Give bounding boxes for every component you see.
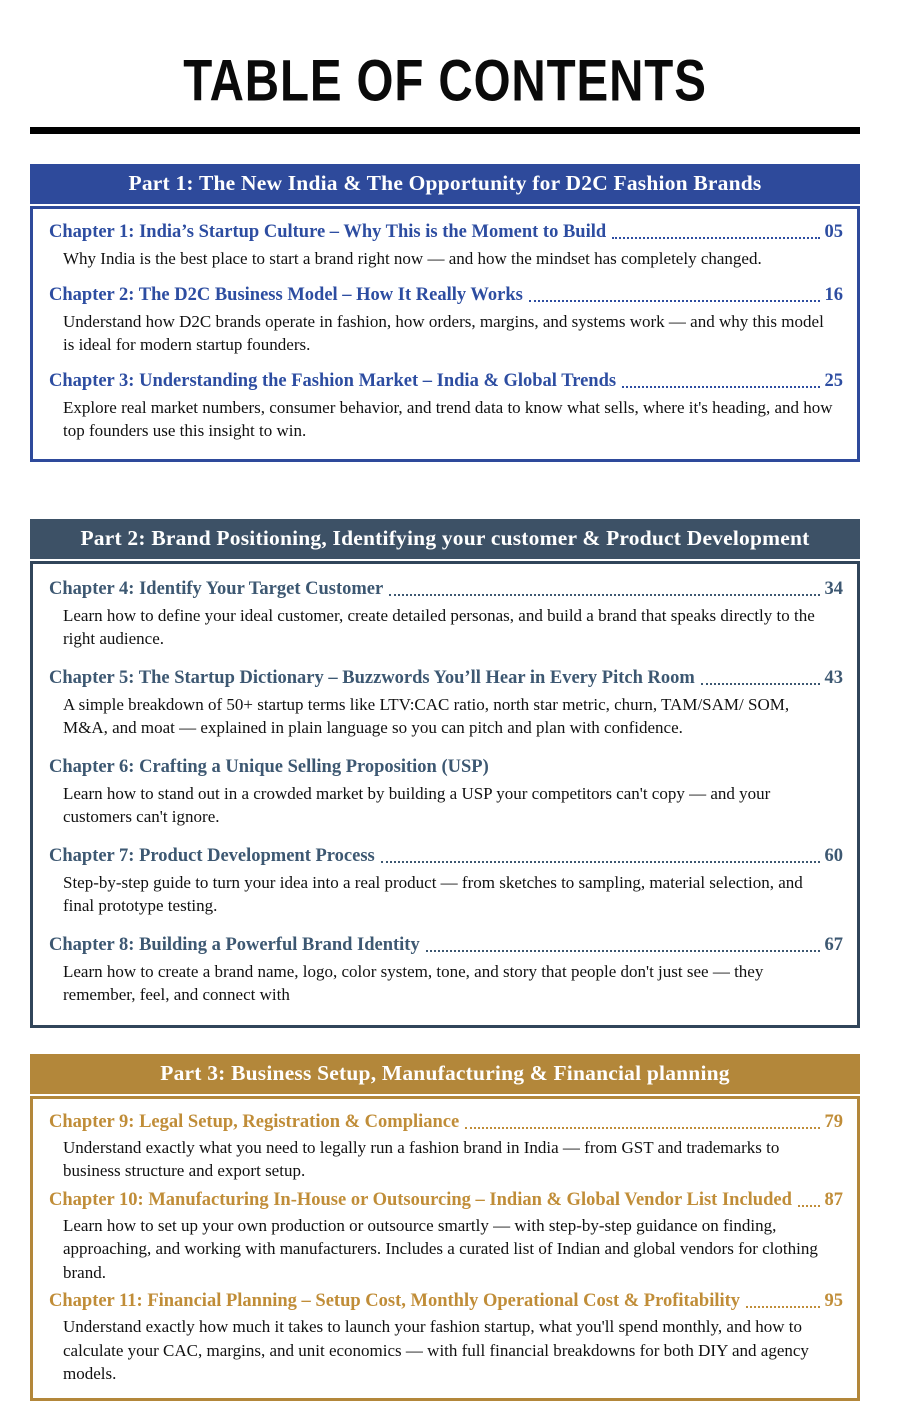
toc-entry (49, 667, 843, 740)
dot-leader (381, 861, 820, 863)
chapter-page: 67 (824, 934, 843, 955)
chapter-link[interactable] (49, 370, 843, 393)
chapter-title: Chapter 9: Legal Setup, Registration & Compliance (49, 1111, 460, 1132)
chapter-description: Why India is the best place to start a brand right now — and how the mindset has completely changed. (63, 249, 762, 269)
chapter-description: Learn how to set up your own production or outsource smartly — with step-by-step guidance on finding, approaching, and working with manufacturers. Includes a curated list of Indian and global vendors for clothing brand. (63, 1215, 818, 1282)
chapter-page: 79 (824, 1111, 843, 1132)
chapter-page: 87 (824, 1189, 843, 1210)
dot-leader (701, 683, 820, 685)
chapter-description: Step-by-step guide to turn your idea into a real product — from sketches to sampling, material selection, and final prototype testing. (63, 872, 803, 916)
chapter-link[interactable] (49, 221, 843, 244)
chapter-link[interactable] (49, 578, 843, 601)
toc-section-part1 (30, 164, 860, 462)
chapter-page: 60 (824, 845, 843, 866)
chapter-link[interactable] (49, 284, 843, 307)
dot-leader (529, 300, 820, 302)
dot-leader (622, 386, 819, 388)
chapter-title: Chapter 5: The Startup Dictionary – Buzzwords You’ll Hear in Every Pitch Room (49, 667, 695, 688)
chapter-link[interactable] (49, 756, 843, 779)
toc-entry (49, 1111, 843, 1183)
chapter-title: Chapter 2: The D2C Business Model – How It Really Works (49, 284, 523, 305)
section-box (30, 206, 860, 462)
toc-entry (49, 284, 843, 357)
chapter-page: 16 (824, 284, 843, 305)
chapter-description: Understand how D2C brands operate in fashion, how orders, margins, and systems work — and why this model is ideal for modern startup founders. (63, 311, 824, 355)
section-header: Part 2: Brand Positioning, Identifying your customer & Product Development (30, 519, 860, 559)
dot-leader (746, 1306, 819, 1308)
chapter-title: Chapter 10: Manufacturing In-House or Outsourcing – Indian & Global Vendor List Included (49, 1189, 792, 1210)
section-header: Part 3: Business Setup, Manufacturing & Financial planning (30, 1054, 860, 1094)
chapter-title: Chapter 11: Financial Planning – Setup Cost, Monthly Operational Cost & Profitability (49, 1291, 741, 1312)
title-divider (30, 127, 860, 134)
page-title: TABLE OF CONTENTS (183, 48, 707, 114)
chapter-page: 25 (824, 370, 843, 391)
toc-entry (49, 1290, 843, 1385)
chapter-page: 43 (824, 667, 843, 688)
chapter-title: Chapter 1: India’s Startup Culture – Why This is the Moment to Build (49, 222, 607, 242)
chapter-description: Understand exactly what you need to legally run a fashion brand in India — from GST and trademarks to business structure and export setup. (63, 1137, 780, 1181)
chapter-link[interactable] (49, 1111, 843, 1134)
chapter-description: Understand exactly how much it takes to launch your fashion startup, what you'll spend monthly, and how to calculate your CAC, margins, and unit economics — with full financial breakdowns for both DIY and agency models. (63, 1317, 809, 1384)
section-header: Part 1: The New India & The Opportunity for D2C Fashion Brands (30, 164, 860, 204)
chapter-title: Chapter 6: Crafting a Unique Selling Proposition (USP) (49, 756, 489, 777)
toc-entry (49, 221, 843, 271)
chapter-link[interactable] (49, 667, 843, 690)
chapter-description: Explore real market numbers, consumer behavior, and trend data to know what sells, where it's heading, and how top founders use this insight to win. (63, 397, 833, 441)
chapter-link[interactable] (49, 845, 843, 868)
chapter-page: 05 (824, 222, 843, 242)
chapter-title: Chapter 3: Understanding the Fashion Market – India & Global Trends (49, 370, 617, 391)
chapter-link[interactable] (49, 934, 843, 957)
section-box (30, 1096, 860, 1401)
chapter-page: 34 (824, 578, 843, 599)
dot-leader (426, 950, 820, 952)
chapter-title: Chapter 4: Identify Your Target Customer (49, 578, 384, 599)
chapter-description: A simple breakdown of 50+ startup terms like LTV:CAC ratio, north star metric, churn, TAM/SAM/ SOM, M&A, and moat — explained in plain language so you can pitch and plan with confidence. (63, 694, 790, 738)
dot-leader (465, 1127, 819, 1129)
chapter-title: Chapter 8: Building a Powerful Brand Identity (49, 934, 420, 955)
toc-entry (49, 578, 843, 651)
chapter-description: Learn how to stand out in a crowded market by building a USP your competitors can't copy — and your customers can't ignore. (63, 783, 771, 827)
chapter-title: Chapter 7: Product Development Process (49, 845, 375, 866)
toc-entry (49, 370, 843, 443)
chapter-link[interactable] (49, 1290, 843, 1313)
toc-section-part3 (30, 1054, 860, 1401)
toc-entry (49, 1189, 843, 1284)
dot-leader (389, 594, 819, 596)
toc-section-part2 (30, 519, 860, 1028)
dot-leader (798, 1205, 820, 1207)
chapter-link[interactable] (49, 1189, 843, 1212)
chapter-description: Learn how to create a brand name, logo, color system, tone, and story that people don't just see — they remember, feel, and connect with (63, 961, 764, 1005)
chapter-page: 95 (824, 1291, 843, 1312)
toc-entry (49, 756, 843, 829)
section-box (30, 561, 860, 1028)
chapter-description: Learn how to define your ideal customer, create detailed personas, and build a brand that speaks directly to the right audience. (63, 605, 815, 649)
toc-entry (49, 845, 843, 918)
dot-leader (612, 237, 819, 239)
toc-entry (49, 934, 843, 1007)
